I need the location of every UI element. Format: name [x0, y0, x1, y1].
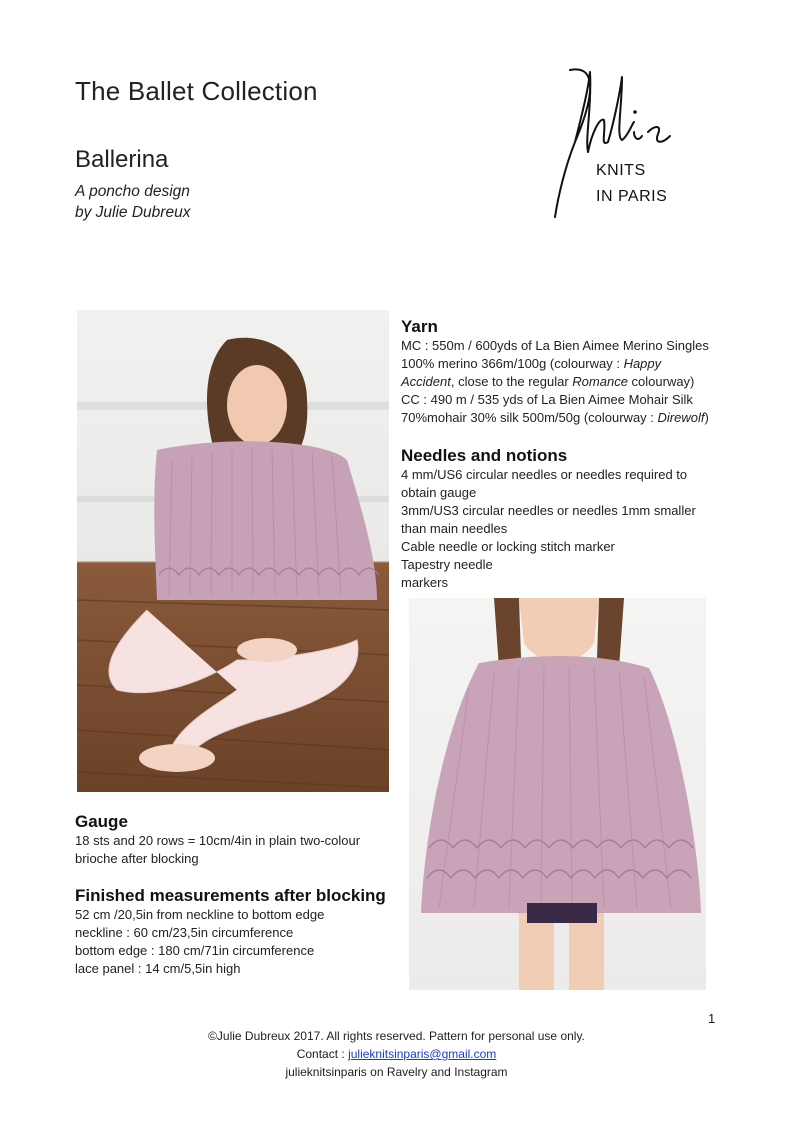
yarn-colourway-happy: Happy	[623, 356, 662, 371]
yarn-heading: Yarn	[401, 317, 438, 336]
logo-line-in-paris: IN PARIS	[596, 188, 668, 205]
gauge-section	[75, 812, 395, 868]
needles-line: 3mm/US3 circular needles or needles 1mm smaller	[401, 503, 696, 518]
footer	[0, 1027, 793, 1081]
gauge-body	[75, 832, 395, 868]
needles-line: Cable needle or locking stitch marker	[401, 539, 615, 554]
gauge-line: brioche after blocking	[75, 851, 199, 866]
measurement-line: bottom edge : 180 cm/71in circumference	[75, 943, 315, 958]
yarn-colourway-romance: Romance	[572, 374, 628, 389]
page-number: 1	[708, 1011, 716, 1026]
yarn-line-4: CC : 490 m / 535 yds of La Bien Aimee Mohair Silk	[401, 392, 693, 407]
yarn-line-5-text: 70%mohair 30% silk 500m/50g (colourway :	[401, 410, 658, 425]
measurement-line: lace panel : 14 cm/5,5in high	[75, 961, 241, 976]
yarn-colourway-accident: Accident	[401, 374, 451, 389]
gauge-line: 18 sts and 20 rows = 10cm/4in in plain two-colour	[75, 833, 361, 848]
needles-body	[401, 466, 741, 592]
footer-social: julieknitsinparis on Ravelry and Instagram	[285, 1065, 508, 1079]
pattern-name: Ballerina	[75, 146, 169, 173]
footer-contact	[0, 1045, 793, 1063]
collection-title: The Ballet Collection	[75, 76, 318, 106]
needles-line: markers	[401, 575, 448, 590]
needles-heading: Needles and notions	[401, 446, 568, 465]
yarn-line-3	[401, 373, 741, 391]
measurements-section	[75, 886, 395, 978]
yarn-line-5-end: )	[704, 410, 709, 425]
subtitle	[75, 181, 190, 223]
measurement-line: neckline : 60 cm/23,5in circumference	[75, 925, 294, 940]
measurements-body	[75, 906, 395, 978]
yarn-line-3-text: , close to the regular	[450, 374, 573, 389]
needles-line: Tapestry needle	[401, 557, 493, 572]
needles-line: obtain gauge	[401, 485, 477, 500]
footer-copyright: ©Julie Dubreux 2017. All rights reserved. Pattern for personal use only.	[208, 1029, 585, 1043]
photo-standing-dancer	[409, 598, 706, 990]
yarn-line-2	[401, 355, 741, 373]
yarn-section	[401, 317, 741, 427]
contact-email-link[interactable]: julieknitsinparis@gmail.com	[348, 1047, 497, 1061]
yarn-colourway-direwolf: Direwolf	[657, 410, 705, 425]
needles-line: 4 mm/US6 circular needles or needles required to	[401, 467, 688, 482]
yarn-line-2-text: 100% merino 366m/100g (colourway :	[401, 356, 624, 371]
brand-logo	[530, 62, 680, 227]
measurements-heading: Finished measurements after blocking	[75, 886, 386, 905]
photo-seated-dancer	[77, 310, 389, 792]
dancer-photo-illustration	[77, 310, 389, 792]
yarn-line-3-end: colourway)	[627, 374, 695, 389]
needles-section	[401, 446, 741, 592]
logo-line-knits: KNITS	[596, 162, 646, 179]
needles-line: than main needles	[401, 521, 508, 536]
gauge-heading: Gauge	[75, 812, 128, 831]
subtitle-line-2: by Julie Dubreux	[75, 204, 191, 221]
measurement-line: 52 cm /20,5in from neckline to bottom edge	[75, 907, 325, 922]
subtitle-line-1: A poncho design	[75, 183, 190, 200]
yarn-line-5	[401, 409, 741, 427]
yarn-line-1: MC : 550m / 600yds of La Bien Aimee Merino Singles	[401, 338, 709, 353]
yarn-body	[401, 337, 741, 427]
contact-label: Contact :	[296, 1047, 349, 1061]
poncho-photo-illustration	[409, 598, 706, 990]
